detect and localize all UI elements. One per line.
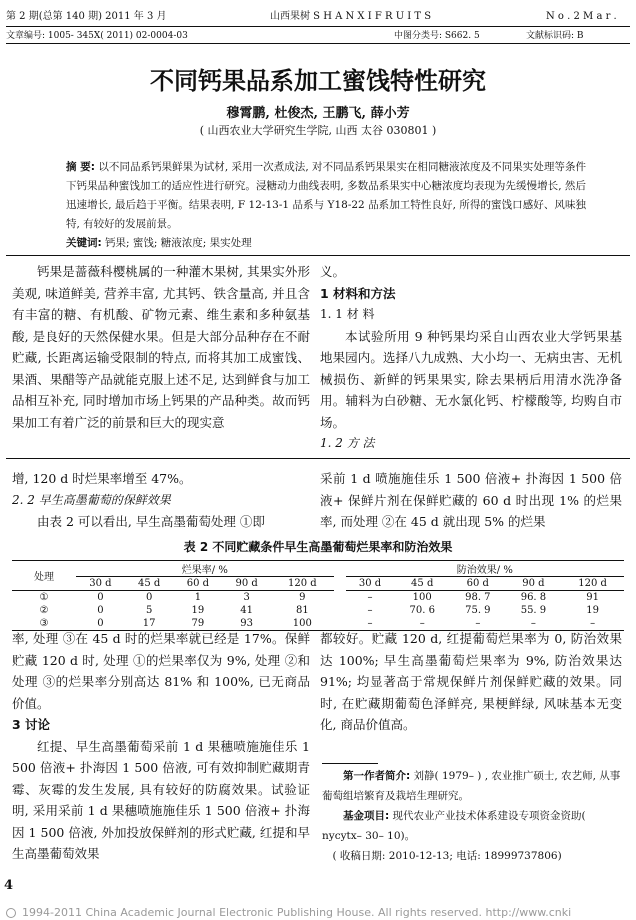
day-header: 45 d	[394, 577, 450, 591]
copyright-icon	[6, 908, 16, 918]
issue-info: 第 2 期(总第 140 期) 2011 年 3 月	[6, 11, 167, 22]
intro-continuation: 义。	[320, 264, 346, 279]
issue-number: N o . 2 M a r .	[546, 11, 617, 22]
rot-rate-table	[12, 560, 624, 631]
copyright-line	[0, 906, 571, 919]
table-header-row	[12, 561, 624, 577]
table-cell: 91	[586, 592, 599, 603]
table-cell: 81	[295, 605, 309, 616]
abstract-rule	[6, 255, 630, 256]
preservation-paragraph-right: 采前 1 d 喷施施佳乐 1 500 倍液+ 扑海因 1 500 倍液+ 保鲜片剂在保鲜贮藏的 60 d 时出现 1% 的烂果率, 而处理 ②在 45 d 就出现 5% 的烂果	[320, 471, 622, 529]
table-cell: 17	[125, 617, 174, 631]
author-note-label: 第一作者简介:	[343, 770, 411, 782]
table-cell: 0	[76, 617, 125, 631]
table-cell: 3	[243, 592, 250, 603]
affiliation: ( 山西农业大学研究生学院, 山西 太谷 030801 )	[199, 124, 437, 137]
document-code: 文献标识码: B	[526, 31, 584, 41]
footnote-rule	[322, 763, 378, 764]
fund-note-label: 基金项目:	[343, 810, 390, 822]
abstract	[66, 158, 586, 234]
authors: 穆霄鹏, 杜俊杰, 王鹏飞, 薛小芳	[226, 106, 410, 121]
treatment-label: ②	[39, 605, 49, 616]
table-day-row	[12, 577, 624, 591]
author-note	[322, 766, 622, 806]
copyright-text: 1994-2011 China Academic Journal Electronic Publishing House. All rights reserved. http://www.cnki	[22, 906, 572, 919]
discussion-paragraph-right: 都较好。贮藏 120 d, 红提葡萄烂果率为 0, 防治效果达 100%; 早生高墨葡萄烂果率为 9%, 防治效果达 91%; 均显著高于常规保鲜片剂保鲜贮藏的效果。同时, 在贮藏期葡萄色泽鲜亮, 果梗鲜绿, 风味基本无变化, 商品价值高。	[320, 631, 622, 732]
paper-title: 不同钙果品系加工蜜饯特性研究	[150, 66, 486, 95]
table-cell: 96. 8	[520, 592, 547, 603]
table-cell: –	[506, 617, 562, 631]
table-cell: –	[450, 617, 506, 631]
header-rule	[6, 26, 630, 27]
table-cell: –	[367, 592, 373, 603]
table-cell: 93	[222, 617, 271, 631]
table-cell: 0	[97, 605, 104, 616]
table-cell: 0	[145, 592, 153, 603]
table-title: 表 2 不同贮藏条件早生高墨葡萄烂果率和防治效果	[183, 540, 453, 554]
day-header: 60 d	[450, 577, 506, 591]
subsection-heading-preservation: 2. 2 早生高墨葡萄的保鲜效果	[12, 492, 171, 507]
materials-paragraph: 本试验所用 9 种钙果均采自山西农业大学钙果基地果园内。选择八九成熟、大小均一、无病虫害、无机械损伤、新鲜的钙果果实, 除去果柄后用清水洗净备用。辅料为白砂糖、无水氯化钙、柠檬酸等, 均购自市场。	[320, 328, 622, 430]
table-cell: 5	[145, 605, 153, 616]
day-header: 30 d	[346, 577, 395, 591]
day-header: 90 d	[506, 577, 562, 591]
discussion-paragraph: 红提、早生高墨葡萄采前 1 d 果穗喷施施佳乐 1 500 倍液+ 扑海因 1 500 倍液, 可有效抑制贮藏期青霉、灰霉的发生发展, 具有较好的防腐效果。试验证明, 采用采前 1 d 果穗喷施施佳乐 1 500 倍液+ 扑海因 1 500 倍液, 外加投放保鲜剂的形式贮藏, 红提和早生高墨葡萄效果	[12, 738, 310, 861]
treatment-label: ③	[12, 617, 76, 631]
subsection-heading-materials: 1. 1 材 料	[320, 307, 375, 321]
control-effect-header: 防治效果/ %	[346, 561, 624, 577]
table-cell: 100	[271, 617, 334, 631]
day-header: 60 d	[174, 577, 223, 591]
section-divider	[6, 458, 630, 459]
discussion-column	[12, 628, 310, 865]
treatment-header: 处理	[12, 561, 76, 591]
table-cell: 19	[586, 605, 599, 616]
classification-number: 中图分类号: S662. 5	[394, 31, 480, 41]
day-header: 90 d	[222, 577, 271, 591]
received-date: ( 收稿日期: 2010-12-13; 电话: 18999737806)	[332, 850, 562, 862]
intro-paragraph: 钙果是蔷薇科樱桃属的一种灌木果树, 其果实外形美观, 味道鲜美, 营养丰富, 尤其钙、铁含量高, 并且含有丰富的糖、有机酸、矿物元素、维生素和多种氨基酸, 是良好的天然保健水果。但是大部分品种存在不耐贮藏, 长距离运输受限制的特点, 而将其加工成蜜饯、果酒、果醋等产品就能克服上述不足, 达到鲜食与加工品相互补充, 同时增加市场上钙果的产品种类。故而钙果加工有着广泛的前景和巨大的现实意	[12, 264, 310, 430]
table-cell: –	[367, 605, 373, 616]
section-heading-discussion: 3 讨论	[12, 717, 51, 732]
rot-rate-header: 烂果率/ %	[76, 561, 334, 577]
methods-column	[320, 261, 622, 455]
footnote	[322, 766, 622, 866]
table-cell: 70. 6	[409, 605, 435, 616]
fund-note-text: 现代农业产业技术体系建设专项资金资助( nycytx– 30– 10)。	[322, 810, 586, 842]
table-cell: 100	[412, 592, 432, 603]
results-paragraph-continued: 率, 处理 ③在 45 d 时的烂果率就已经是 17%。保鲜贮藏 120 d 时, 处理 ①的烂果率仅为 9%, 处理 ②和处理 ③的烂果率分别高达 81% 和 100%, 已无商品价值。	[12, 631, 310, 711]
results-column-top-right	[320, 468, 622, 533]
day-header: 45 d	[125, 577, 174, 591]
section-heading-materials-methods: 1 材料和方法	[320, 285, 396, 301]
article-number: 文章编号: 1005- 345X( 2011) 02-0004-03	[6, 31, 188, 41]
table-row	[12, 591, 624, 605]
header-subrule	[6, 43, 630, 44]
table-cell: –	[394, 617, 450, 631]
table-cell: –	[346, 617, 395, 631]
treatment-label: ①	[39, 592, 49, 603]
results-column-top	[12, 468, 310, 533]
fund-note	[322, 806, 622, 846]
table-cell: 0	[97, 592, 104, 603]
day-header: 120 d	[271, 577, 334, 591]
day-header: 120 d	[561, 577, 624, 591]
subsection-heading-methods: 1. 2 方 法	[320, 436, 375, 450]
preservation-paragraph: 由表 2 可以看出, 早生高墨葡萄处理 ①即	[37, 514, 265, 529]
table-cell: 19	[191, 605, 205, 616]
keywords-label: 关键词:	[66, 237, 102, 249]
keywords	[66, 236, 586, 250]
table-cell: 75. 9	[465, 605, 491, 616]
table-row	[12, 604, 624, 617]
journal-name: 山西果树 S H A N X I F R U I T S	[270, 11, 432, 22]
author-note-text: 刘静( 1979– ) , 农业推广硕士, 农艺师, 从事葡萄组培繁育及栽培生理研究。	[322, 770, 621, 802]
keywords-text: 钙果; 蜜饯; 糖液浓度; 果实处理	[105, 237, 252, 249]
abstract-label: 摘 要:	[66, 161, 95, 173]
abstract-text: 以不同品系钙果鲜果为试材, 采用一次煮成法, 对不同品系钙果果实在相同糖液浓度及不同果实处理等条件下钙果品种蜜饯加工的适应性进行研究。浸糖动力曲线表明, 多数品系果实中心糖浓度均表现为先缓慢增长, 然后迅速增长, 最后趋于平衡。结果表明, F 12-13-1 品系与 Y18-22 品系加工特性良好, 所得的蜜饯口感好、风味独特, 有较好的发展前景。	[66, 161, 587, 230]
table-cell: 41	[240, 605, 253, 616]
table-cell: 98. 7	[465, 592, 491, 603]
table-cell: 55. 9	[520, 605, 547, 616]
intro-column	[12, 261, 310, 433]
day-header: 30 d	[76, 577, 125, 591]
results-continuation: 增, 120 d 时烂果率增至 47%。	[12, 471, 192, 486]
table-cell: 79	[174, 617, 223, 631]
table-cell: 9	[299, 592, 306, 603]
page-number: 4	[4, 878, 14, 893]
discussion-column-right	[320, 628, 622, 736]
table-cell: –	[561, 617, 624, 631]
table-cell: 1	[194, 592, 202, 603]
